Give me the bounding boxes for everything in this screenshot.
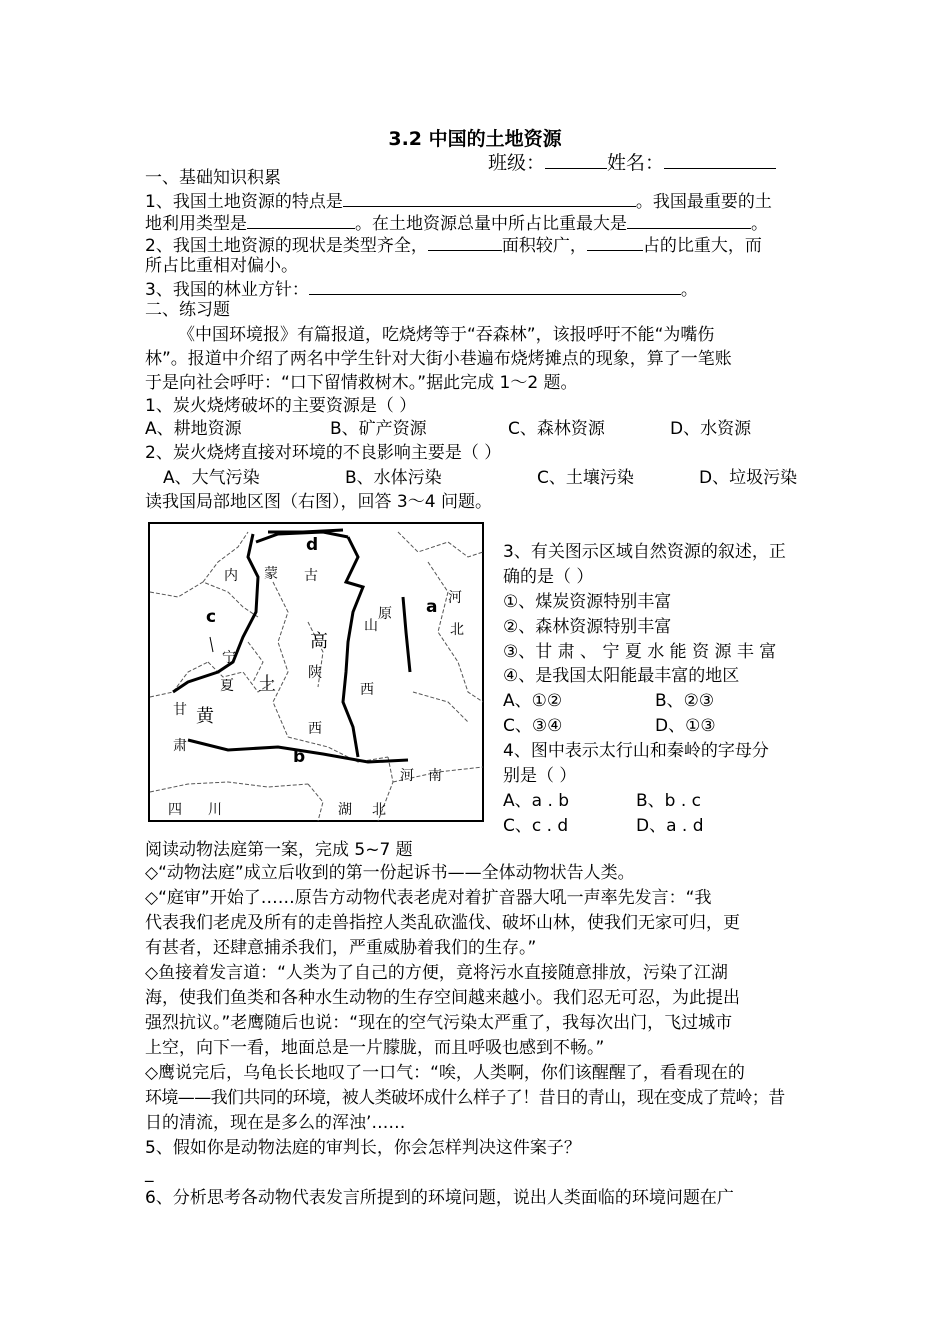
map-label-shaanxi: 西	[308, 721, 322, 737]
answer-blank	[587, 233, 643, 251]
answer-blank	[343, 189, 636, 207]
regional-map	[148, 522, 484, 822]
passage-line: 林”。报道中介绍了两名中学生针对大街小巷遍布烧烤摊点的现象，算了一笔账	[145, 349, 732, 369]
exercise-2-option-d: D、垃圾污染	[699, 468, 798, 488]
section1-heading: 一、基础知识积累	[145, 168, 281, 188]
court-paragraph-2-line: 代表我们老虎及所有的走兽指控人类乱砍滥伐、破坏山林，使我们无家可归，更	[145, 913, 740, 933]
map-label-huang: 黄	[196, 706, 214, 727]
exercise-1-option-d: D、水资源	[670, 419, 752, 439]
exercise-1-option-b: B、矿产资源	[330, 419, 427, 439]
exercise-4-line-1: 4、图中表示太行山和秦岭的字母分	[503, 741, 769, 761]
map-label-hubei: 北	[372, 802, 386, 818]
passage-line: 于是向社会呼吁：“口下留情救树木。”据此完成 1～2 题。	[145, 373, 578, 393]
court-paragraph-3-line: ◇鱼接着发言道：“人类为了自己的方便，竟将污水直接随意排放，污染了江湖	[145, 963, 728, 983]
court-paragraph-3-line: 上空，向下一看，地面总是一片朦胧，而且呼吸也感到不畅。”	[145, 1038, 605, 1058]
map-letter-a: a	[426, 597, 438, 617]
question-3-line: 3、我国的林业方针： 。	[145, 277, 815, 301]
exercise-2-question: 2、炭火烧烤直接对环境的不良影响主要是（ ）	[145, 443, 502, 463]
question-5: 5、假如你是动物法庭的审判长，你会怎样判决这件案子？	[145, 1138, 581, 1158]
exercise-2-option-b: B、水体污染	[345, 468, 442, 488]
map-letter-c: c	[206, 607, 217, 627]
map-label-su: 肃	[173, 738, 187, 754]
court-paragraph-4-line: 环境——我们共同的环境，被人类破坏成什么样子了！昔日的青山，现在变成了荒岭；昔	[145, 1088, 785, 1108]
map-figure	[148, 522, 484, 822]
exercise-3-line-2: 确的是（ ）	[503, 567, 594, 587]
map-label-xia: 夏	[220, 678, 234, 694]
map-letter-d: d	[306, 535, 319, 555]
map-label-plateau-yuan: 原	[378, 606, 392, 622]
court-intro: 阅读动物法庭第一案，完成 5~7 题	[145, 840, 413, 860]
question-2-line-2: 所占比重相对偏小。	[145, 256, 298, 276]
map-label-tu: 土	[258, 674, 276, 695]
court-paragraph-4-line: ◇鹰说完后，乌龟长长地叹了一口气：“唉，人类啊，你们该醒醒了，看看现在的	[145, 1063, 745, 1083]
exercise-4-option-c: C、c . d	[503, 816, 569, 836]
answer-blank	[247, 211, 355, 229]
exercise-2-option-a: A、大气污染	[163, 468, 260, 488]
map-label-nan: 南	[428, 768, 442, 784]
court-paragraph-4-line: 日的清流，现在是多么的浑浊’……	[145, 1113, 406, 1133]
court-paragraph-1: ◇“动物法庭”成立后收到的第一份起诉书——全体动物状告人类。	[145, 863, 635, 883]
class-label: 班级：	[488, 152, 546, 174]
exercise-3-option-b: B、②③	[655, 691, 715, 711]
exercise-1-option-c: C、森林资源	[508, 419, 605, 439]
map-intro: 读我国局部地区图（右图），回答 3～4 问题。	[145, 492, 492, 512]
map-label-meng: 蒙	[264, 566, 278, 582]
answer-blank	[309, 277, 681, 295]
map-label-si: 四	[168, 802, 182, 818]
question-2-line-1: 2、我国土地资源的现状是类型齐全， 面积较广， 占的比重大，而	[145, 233, 815, 257]
exercise-1-option-a: A、耕地资源	[145, 419, 242, 439]
exercise-3-item-4: ④、是我国太阳能最丰富的地区	[503, 666, 740, 686]
exercise-3-item-1: ①、煤炭资源特别丰富	[503, 592, 672, 612]
map-label-he: 河	[448, 590, 462, 606]
map-label-gao: 高	[310, 631, 328, 652]
question-1-line-1: 1、我国土地资源的特点是 。我国最重要的土	[145, 189, 815, 213]
court-paragraph-3-line: 强烈抗议。”老鹰随后也说：“现在的空气污染太严重了，我每次出门，飞过城市	[145, 1013, 733, 1033]
map-label-bei: 北	[450, 622, 464, 638]
exercise-3-line-1: 3、有关图示区域自然资源的叙述，正	[503, 542, 786, 562]
exercise-4-option-b: B、b . c	[636, 791, 702, 811]
map-label-inner: 内	[224, 568, 238, 584]
map-label-hu: 湖	[338, 802, 352, 818]
question-5-answer-blank: _	[145, 1163, 154, 1183]
map-label-shan: 山	[364, 618, 378, 634]
exercise-4-option-a: A、a . b	[503, 791, 570, 811]
answer-blank	[627, 211, 751, 229]
court-paragraph-2-line: ◇“庭审”开始了……原告方动物代表老虎对着扩音器大吼一声率先发言：“我	[145, 888, 712, 908]
exercise-3-item-3: ③、甘 肃 、 宁 夏 水 能 资 源 丰 富	[503, 642, 777, 662]
name-label: 姓名：	[607, 152, 665, 174]
passage-line: 《中国环境报》有篇报道，吃烧烤等于“吞森林”，该报呼吁不能“为嘴伤	[178, 325, 715, 345]
page-title: 3.2 中国的土地资源	[388, 128, 562, 150]
map-label-chuan: 川	[208, 802, 222, 818]
court-paragraph-2-line: 有甚者，还肆意捕杀我们，严重威胁着我们的生存。”	[145, 938, 537, 958]
map-label-ning: 宁	[222, 650, 236, 666]
map-label-henan-he: 河	[400, 768, 414, 784]
exercise-3-item-2: ②、森林资源特别丰富	[503, 617, 672, 637]
court-paragraph-3-line: 海，使我们鱼类和各种水生动物的生存空间越来越小。我们忍无可忍，为此提出	[145, 988, 740, 1008]
exercise-3-option-d: D、①③	[655, 716, 716, 736]
section2-heading: 二、练习题	[145, 300, 230, 320]
map-label-gan: 甘	[173, 702, 187, 718]
question-1-line-2: 地利用类型是 。在土地资源总量中所占比重最大是 。	[145, 211, 815, 235]
exercise-4-line-2: 别是（ ）	[503, 766, 577, 786]
exercise-2-option-c: C、土壤污染	[537, 468, 634, 488]
map-label-gu: 古	[304, 568, 318, 584]
answer-blank	[428, 233, 502, 251]
map-label-shaan: 陕	[308, 665, 322, 681]
exercise-4-option-d: D、a . d	[636, 816, 704, 836]
question-6: 6、分析思考各动物代表发言所提到的环境问题，说出人类面临的环境问题在广	[145, 1188, 734, 1208]
exercise-3-option-a: A、①②	[503, 691, 563, 711]
map-letter-b: b	[293, 747, 306, 767]
exercise-1-question: 1、炭火烧烤破坏的主要资源是（ ）	[145, 396, 417, 416]
exercise-3-option-c: C、③④	[503, 716, 563, 736]
map-label-xi: 西	[360, 682, 374, 698]
